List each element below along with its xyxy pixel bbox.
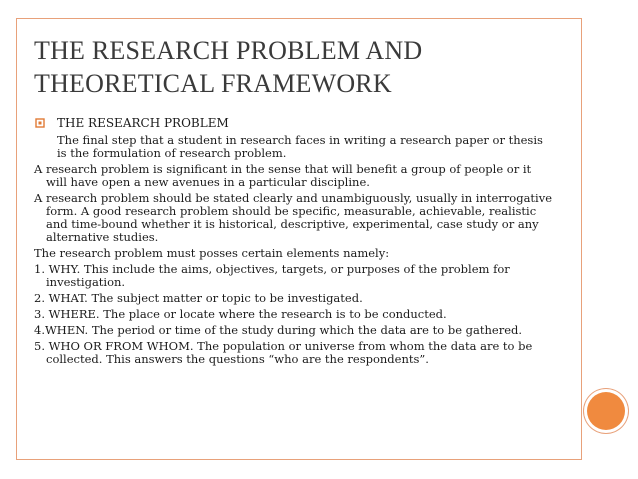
title-line-2: THEORETICAL FRAMEWORK xyxy=(34,69,392,98)
slide-title xyxy=(34,34,554,100)
paragraph-elements-intro: The research problem must posses certain elements namely: xyxy=(34,246,390,260)
intro-text: The final step that a student in research faces in writing a research paper or thesis is the formulation of research problem. xyxy=(57,133,543,160)
bullet-heading: THE RESEARCH PROBLEM xyxy=(57,116,229,130)
list-item-where: 3. WHERE. The place or locate where the research is to be conducted. xyxy=(34,307,447,321)
slide-body xyxy=(34,116,554,366)
title-line-1: THE RESEARCH PROBLEM AND xyxy=(34,36,423,65)
bullet-item xyxy=(34,116,554,160)
list-item-why: 1. WHY. This include the aims, objectives, targets, or purposes of the problem for investigation. xyxy=(34,262,510,289)
list-item-what: 2. WHAT. The subject matter or topic to be investigated. xyxy=(34,291,363,305)
list-item-who: 5. WHO OR FROM WHOM. The population or universe from whom the data are to be collected. This answers the questions “who are the respondents”. xyxy=(34,339,533,366)
hollow-square-bullet-icon xyxy=(35,118,45,128)
paragraph-significance: A research problem is significant in the sense that will benefit a group of people or it will have open a new avenues in a particular discipline. xyxy=(34,162,532,189)
paragraph-statement: A research problem should be stated clearly and unambiguously, usually in interrogative form. A good research problem should be specific, measurable, achievable, realistic and time-bound whether it is historical, descriptive, experimental, case study or any alternative studies. xyxy=(34,191,553,244)
list-item-when: 4.WHEN. The period or time of the study during which the data are to be gathered. xyxy=(34,323,523,337)
decorative-circle xyxy=(587,392,625,430)
